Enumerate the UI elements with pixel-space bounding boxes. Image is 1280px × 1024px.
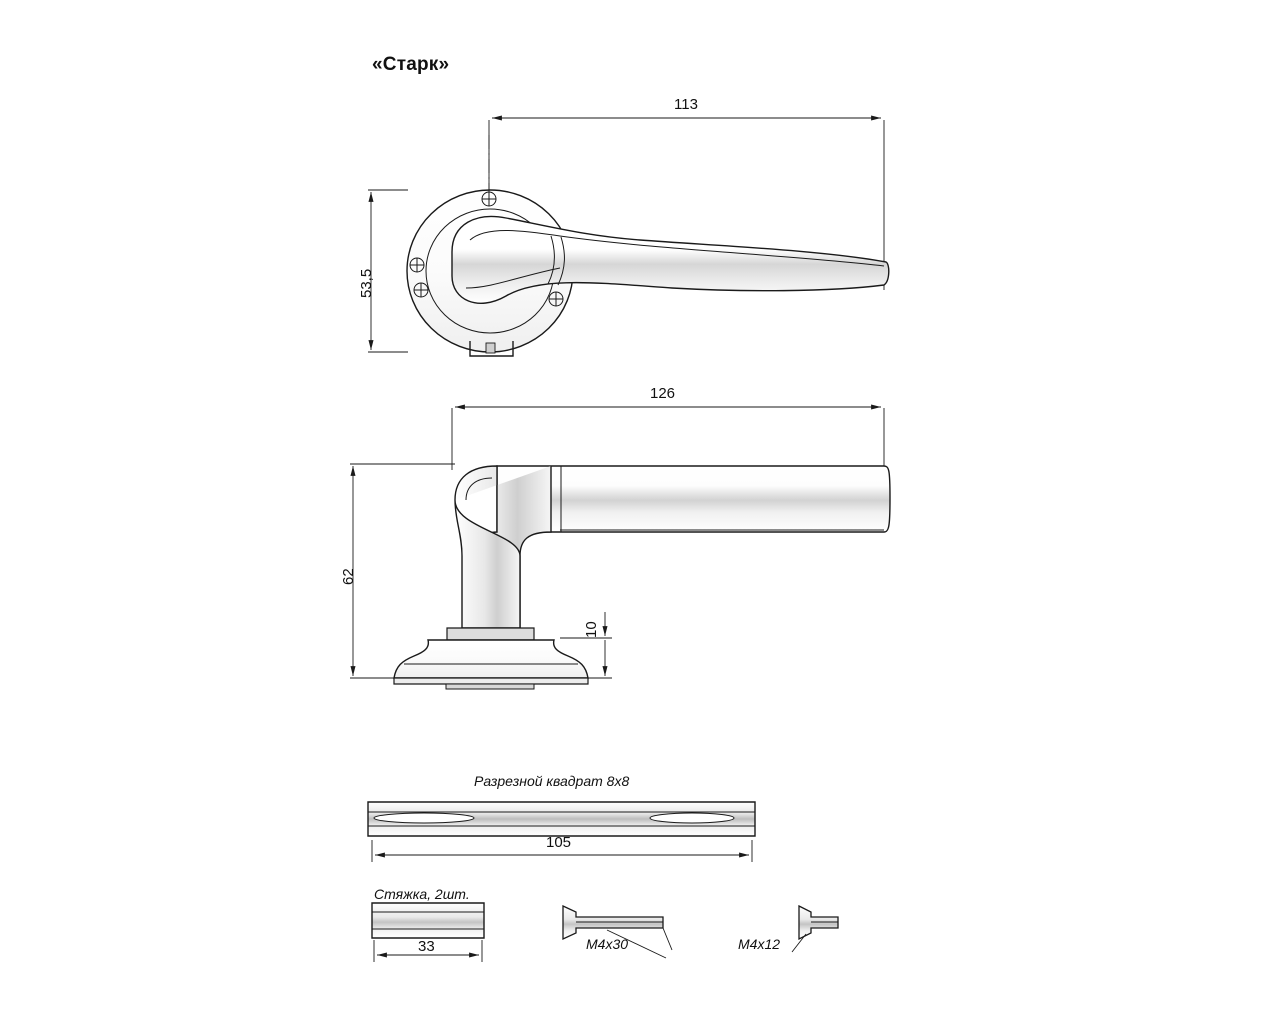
dimension-10: 10 <box>583 621 600 638</box>
page-title: «Старк» <box>372 54 450 75</box>
note-spindle: Разрезной квадрат 8x8 <box>474 773 630 789</box>
dimension-62: 62 <box>340 568 357 585</box>
fasteners-view <box>372 903 838 962</box>
top-view <box>368 118 889 356</box>
note-tie: Стяжка, 2шт. <box>374 886 470 902</box>
label-screw-m4x30: M4x30 <box>586 936 629 952</box>
dimension-126: 126 <box>650 385 676 402</box>
dimension-53-5: 53,5 <box>358 268 375 298</box>
side-view <box>350 407 890 689</box>
spindle-view <box>368 802 755 862</box>
dimension-33: 33 <box>418 938 435 955</box>
label-screw-m4x12: M4x12 <box>738 936 781 952</box>
dimension-113: 113 <box>674 96 698 113</box>
dimension-105: 105 <box>546 834 572 851</box>
